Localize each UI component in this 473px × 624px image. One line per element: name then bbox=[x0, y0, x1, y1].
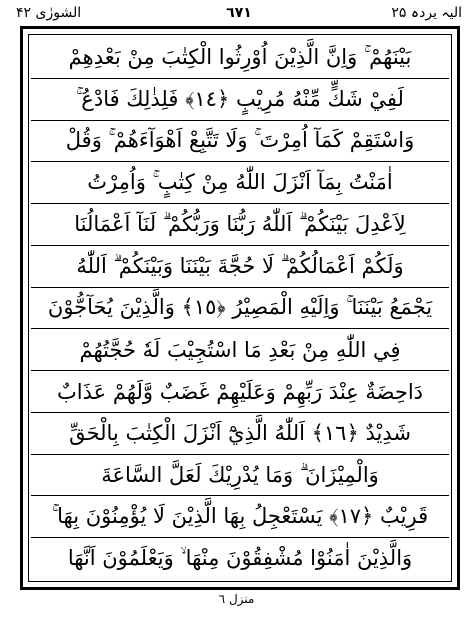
text-frame-inner bbox=[28, 34, 452, 582]
surah-name: الشورٰی ۴۲ bbox=[16, 5, 82, 21]
page-number: ٦٧١ bbox=[226, 5, 252, 21]
page-header bbox=[16, 2, 462, 24]
verse-line-9: دَاحِضَةٌ عِنْدَ رَبِّهِمْ وَعَلَيْهِمْ غَضَبٌ وَّلَهُمْ عَذَابٌ bbox=[31, 371, 449, 413]
verse-line-4: اٰمَنْتُ بِمَآ اَنْزَلَ اللّٰهُ مِنْ كِتٰبٍ ۚ وَاُمِرْتُ bbox=[31, 162, 449, 204]
verse-line-8: فِي اللّٰهِ مِنْ بَعْدِ مَا اسْتُجِيْبَ لَهٗ حُجَّتُهُمْ bbox=[31, 329, 449, 371]
verse-line-5: لِاَعْدِلَ بَيْنَكُمْ ۗ اَللّٰهُ رَبُّنَا وَرَبُّكُمْ ۗ لَنَآ اَعْمَالُنَا bbox=[31, 204, 449, 246]
verse-line-1: بَيْنَهُمْ ۚ وَاِنَّ الَّذِيْنَ اُوْرِثُوا الْكِتٰبَ مِنْ بَعْدِهِمْ bbox=[31, 37, 449, 79]
verse-line-10: شَدِيْدٌ ﴿١٦﴾ اَللّٰهُ الَّذِيْٓ اَنْزَلَ الْكِتٰبَ بِالْحَقِّ bbox=[31, 413, 449, 455]
verse-line-12: قَرِيْبٌ ﴿١٧﴾ يَسْتَعْجِلُ بِهَا الَّذِيْنَ لَا يُؤْمِنُوْنَ بِهَا ۚ bbox=[31, 496, 449, 538]
verse-line-3: وَاسْتَقِمْ كَمَآ اُمِرْتَ ۚ وَلَا تَتَّبِعْ اَهْوَآءَهُمْ ۚ وَقُلْ bbox=[31, 121, 449, 163]
verse-line-11: وَالْمِيْزَانَ ۗ وَمَا يُدْرِيْكَ لَعَلَّ السَّاعَةَ bbox=[31, 455, 449, 497]
verse-line-2: لَفِيْ شَكٍّ مِّنْهُ مُرِيْبٍ ﴿١٤﴾ فَلِذٰلِكَ فَادْعُ ۚ bbox=[31, 79, 449, 121]
verse-line-13: وَالَّذِيْنَ اٰمَنُوْا مُشْفِقُوْنَ مِنْهَا ۙ وَيَعْلَمُوْنَ اَنَّهَا bbox=[67, 546, 413, 571]
text-frame bbox=[20, 26, 460, 590]
juz-name: الیہ یردہ ۲۵ bbox=[391, 5, 462, 21]
verse-line-7: يَجْمَعُ بَيْنَنَا ۚ وَاِلَيْهِ الْمَصِيْرُ ﴿١٥﴾ وَالَّذِيْنَ يُحَآجُّوْنَ bbox=[31, 288, 449, 330]
manzil-marker: منزل ٦ bbox=[218, 592, 255, 606]
verse-line-6: وَلَكُمْ اَعْمَالُكُمْ ۗ لَا حُجَّةَ بَيْنَنَا وَبَيْنَكُمْ ۗ اَللّٰهُ bbox=[31, 246, 449, 288]
verse-lines bbox=[31, 37, 449, 579]
